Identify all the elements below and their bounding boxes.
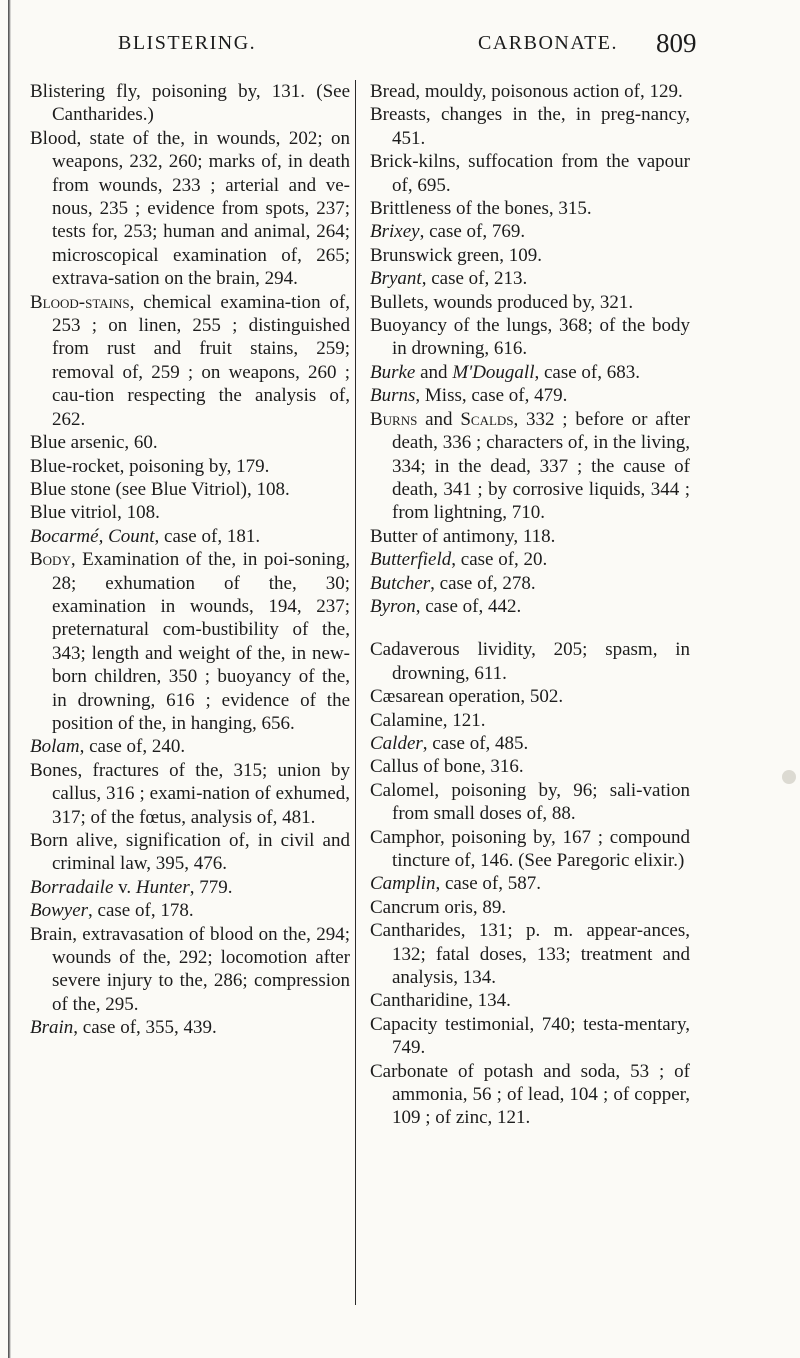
entry-text: Blue stone (see Blue Vitriol), 108. (30, 478, 290, 500)
entry-text: Bread, mouldy, poisonous action of, 129. (370, 81, 683, 102)
entry-text: Blue vitriol, 108. (30, 502, 160, 524)
index-entry (370, 361, 690, 384)
case-name: Bocarmé, Count (30, 525, 155, 547)
entry-text: Breasts, changes in the, in preg-nancy, 451. (370, 104, 690, 149)
entry-text: Brunswick green, 109. (370, 244, 543, 266)
index-column-left (30, 80, 350, 1040)
entry-text: Camphor, poisoning by, 167 ; compound tincture of, 146. (See Paregoric elixir.) (370, 826, 690, 871)
index-entry (370, 197, 690, 220)
entry-text: , case of, 178. (88, 900, 194, 922)
entry-text: , case of, 355, 439. (73, 1017, 217, 1039)
index-entry (30, 291, 350, 431)
index-entry (370, 638, 690, 685)
case-name: Camplin (370, 873, 436, 895)
entry-text: Carbonate of potash and soda, 53 ; of ammonia, 56 ; of lead, 104 ; of copper, 109 ; of zinc, 121. (370, 1060, 690, 1129)
entry-text: Brittleness of the bones, 315. (370, 198, 592, 220)
index-entry (370, 384, 690, 407)
index-entry (370, 732, 690, 755)
entry-text: Calomel, poisoning by, 96; sali-vation from small doses of, 88. (370, 779, 690, 825)
case-name: Byron (370, 595, 416, 617)
entry-text: v. (113, 876, 136, 898)
index-entry (30, 431, 350, 454)
entry-text: Cantharides, 131; p. m. appear-ances, 132; fatal doses, 133; treatment and analysis, 134. (370, 920, 690, 989)
entry-text: Brain, extravasation of blood on the, 294; wounds of the, 292; locomotion after severe injury to the, 286; compression of the, 295. (30, 923, 350, 1015)
index-entry (370, 1013, 690, 1060)
entry-text: , case of, 442. (415, 595, 522, 617)
page-gutter-edge (8, 0, 11, 1358)
entry-text: Cadaverous lividity, 205; spasm, in drowning, 611. (370, 639, 690, 684)
index-entry (30, 876, 350, 899)
index-entry (30, 1016, 350, 1039)
entry-text: , case of, 485. (422, 732, 529, 754)
index-entry (370, 220, 690, 243)
index-entry (370, 755, 690, 778)
index-entry (30, 759, 350, 829)
index-entry (370, 595, 690, 618)
case-name: Brixey (370, 221, 420, 243)
index-entry (370, 989, 690, 1012)
index-entry (30, 899, 350, 922)
index-entry (370, 826, 690, 873)
entry-text: , case of, 683. (534, 361, 641, 383)
case-name: M'Dougall (452, 361, 535, 383)
index-entry (370, 525, 690, 548)
index-entry (370, 314, 690, 361)
index-entry (370, 408, 690, 525)
page-number: 809 (656, 28, 697, 58)
index-entry (370, 709, 690, 732)
index-entry (370, 779, 690, 826)
entry-text: Capacity testimonial, 740; testa-mentary, 749. (370, 1013, 690, 1059)
entry-text: Buoyancy of the lungs, 368; of the body in drowning, 616. (370, 315, 690, 360)
heading-term: Body (30, 549, 71, 571)
index-entry (30, 923, 350, 1017)
entry-text: Blood, state of the, in wounds, 202; on weapons, 232, 260; marks of, in death from wounds, 233 ; arterial and ve-nous, 235 ; evidence from spots, 237; tests for, 253; human and animal, 264; microscopical examination of, 265; extrava-sation on the brain, 294. (30, 127, 350, 290)
index-entry (30, 80, 350, 127)
entry-text: Bones, fractures of the, 315; union by callus, 316 ; exami-nation of exhumed, 317; of the fœtus, analysis of, 481. (30, 759, 350, 828)
entry-text: Blue arsenic, 60. (30, 432, 158, 454)
index-entry (30, 127, 350, 291)
entry-text: , case of, 278. (430, 572, 536, 594)
case-name: Borradaile (30, 876, 114, 898)
entry-text: Calamine, 121. (370, 709, 486, 731)
entry-text: , 332 ; before or after death, 336 ; characters of, in the living, 334; in the dead, 337 ; the cause of death, 341 ; by corrosive liquids, 344 ; from lightning, 710. (392, 408, 690, 524)
index-entry (370, 80, 690, 103)
case-name: Calder (370, 732, 423, 754)
entry-text: , case of, 587. (435, 873, 541, 895)
case-name: Butterfield (370, 549, 452, 571)
entry-text: Blistering fly, poisoning by, 131. (See Cantharides.) (30, 81, 350, 126)
entry-text: and (417, 408, 461, 430)
heading-term: Burns (370, 408, 418, 430)
case-name: Bolam (30, 736, 80, 758)
entry-text: and (415, 361, 453, 383)
index-entry (30, 548, 350, 735)
index-entry (370, 150, 690, 197)
case-name: Burke (370, 361, 416, 383)
index-entry (370, 291, 690, 314)
index-entry (30, 478, 350, 501)
entry-text: Blue-rocket, poisoning by, 179. (30, 455, 270, 477)
entry-text: Butter of antimony, 118. (370, 525, 556, 547)
entry-text: , case of, 20. (451, 549, 548, 571)
entry-text: , Miss, case of, 479. (415, 385, 568, 407)
index-entry (30, 735, 350, 758)
entry-text: Brick-kilns, suffocation from the vapour of, 695. (370, 151, 690, 196)
index-entry (370, 919, 690, 989)
heading-term: Blood-stains (30, 291, 130, 313)
column-divider (355, 80, 356, 1305)
index-entry (30, 501, 350, 524)
case-name: Butcher (370, 572, 431, 594)
entry-text: , case of, 181. (154, 525, 261, 547)
heading-term: Scalds (460, 408, 514, 430)
case-name: Hunter (135, 876, 190, 898)
index-entry (370, 572, 690, 595)
entry-text: Bullets, wounds produced by, 321. (370, 291, 634, 313)
header-right-word: CARBONATE. (478, 32, 619, 54)
case-name: Bryant (370, 268, 422, 290)
entry-text: , case of, 213. (421, 268, 528, 290)
entry-text: , chemical examina-tion of, 253 ; on linen, 255 ; distinguished from rust and fruit stains, 259; removal of, 259 ; on weapons, 260 ; cau-tion respecting the analysis of, 262. (52, 291, 350, 430)
case-name: Bowyer (30, 900, 89, 922)
entry-text: , case of, 240. (79, 736, 186, 758)
entry-text: Cæsarean operation, 502. (370, 686, 564, 708)
entry-text: , case of, 769. (419, 221, 526, 243)
index-entry (370, 103, 690, 150)
entry-text: Born alive, signification of, in civil and criminal law, 395, 476. (30, 830, 350, 875)
entry-text: , Examination of the, in poi-soning, 28; exhumation of the, 30; examination in wounds, 194, 237; preternatural com-bustibility of the, 343; length and weight of the, in new-born children, 350 ; buoyancy of the, in drowning, 616 ; evidence of the position of the, in hanging, 656. (52, 549, 350, 734)
entry-text: Cantharidine, 134. (370, 990, 511, 1012)
entry-text: Callus of bone, 316. (370, 756, 524, 778)
index-entry (370, 872, 690, 895)
index-column-right (370, 80, 690, 1130)
case-name: Brain (30, 1017, 74, 1039)
index-entry (370, 267, 690, 290)
index-entry (30, 829, 350, 876)
index-entry (370, 1060, 690, 1130)
case-name: Burns (370, 385, 416, 407)
index-entry (30, 525, 350, 548)
index-entry (370, 244, 690, 267)
index-entry (30, 455, 350, 478)
index-entry (370, 896, 690, 919)
index-entry (370, 548, 690, 571)
index-entry (370, 685, 690, 708)
header-left-word: BLISTERING. (118, 32, 257, 54)
entry-text: , 779. (189, 876, 233, 898)
paper-speck (782, 770, 796, 784)
entry-text: Cancrum oris, 89. (370, 896, 507, 918)
running-header (118, 30, 718, 60)
